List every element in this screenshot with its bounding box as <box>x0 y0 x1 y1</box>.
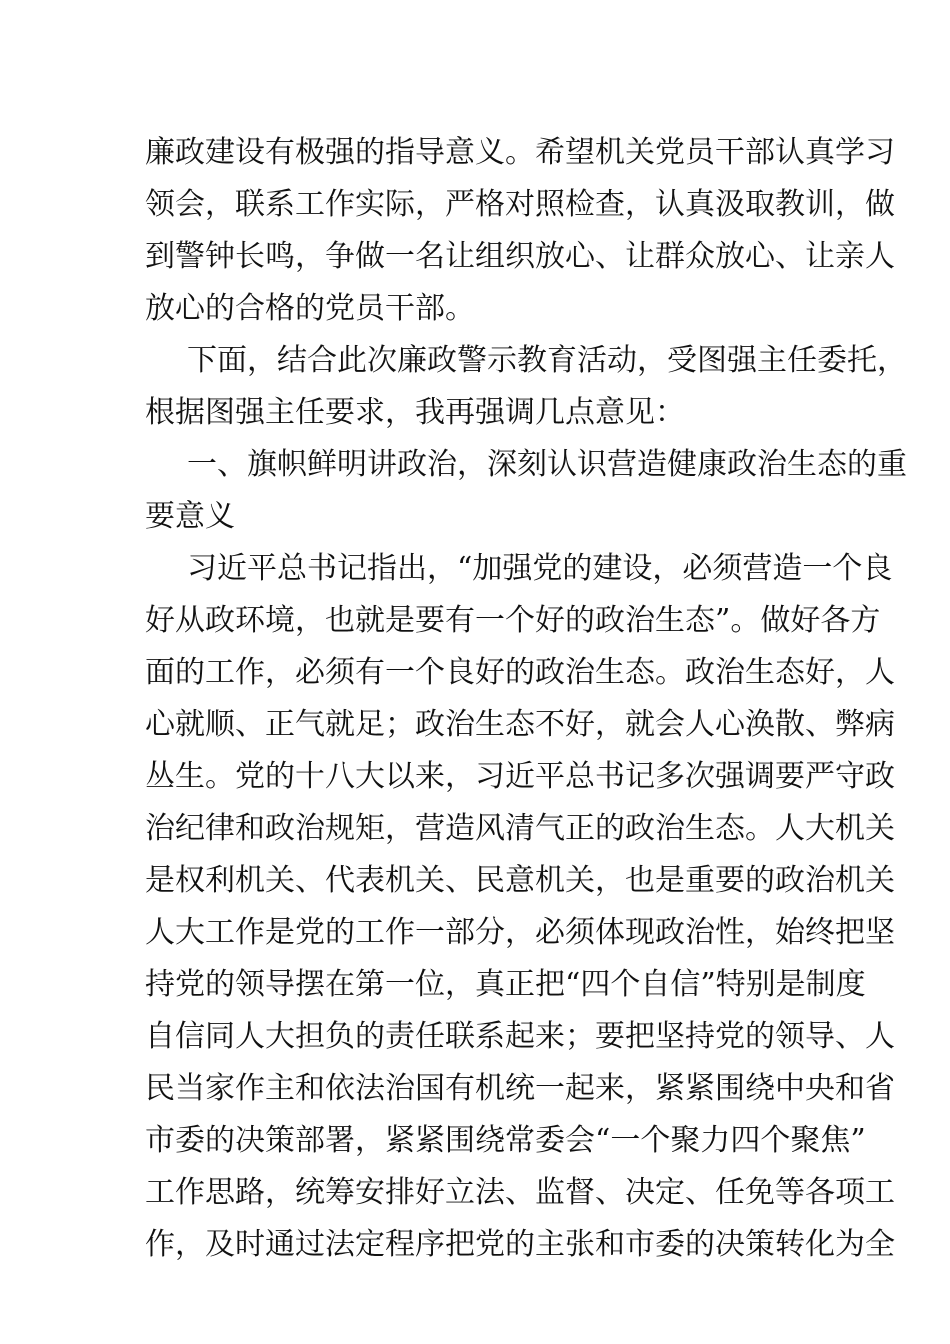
text-line: 自信同人大担负的责任联系起来；要把坚持党的领导、人 <box>145 1019 895 1054</box>
text-line: 好从政环境，也就是要有一个好的政治生态”。做好各方 <box>145 603 881 638</box>
text-line: 廉政建设有极强的指导意义。希望机关党员干部认真学习 <box>145 135 895 170</box>
text-line: 下面，结合此次廉政警示教育活动，受图强主任委托， <box>187 343 907 378</box>
text-line: 到警钟长鸣，争做一名让组织放心、让群众放心、让亲人 <box>145 239 895 274</box>
text-line: 工作思路，统筹安排好立法、监督、决定、任免等各项工 <box>145 1175 895 1210</box>
text-line: 民当家作主和依法治国有机统一起来，紧紧围绕中央和省 <box>145 1071 895 1106</box>
text-line: 是权利机关、代表机关、民意机关，也是重要的政治机关 <box>145 863 895 898</box>
text-line: 习近平总书记指出，“加强党的建设，必须营造一个良 <box>187 551 893 586</box>
text-line: 面的工作，必须有一个良好的政治生态。政治生态好，人 <box>145 655 895 690</box>
text-line: 心就顺、正气就足；政治生态不好，就会人心涣散、弊病 <box>145 707 895 742</box>
text-line: 人大工作是党的工作一部分，必须体现政治性，始终把坚 <box>145 915 895 950</box>
section-heading: 要意义 <box>145 499 235 534</box>
text-line: 放心的合格的党员干部。 <box>145 291 475 326</box>
text-line: 作，及时通过法定程序把党的主张和市委的决策转化为全 <box>145 1227 895 1262</box>
text-line: 领会，联系工作实际，严格对照检查，认真汲取教训，做 <box>145 187 895 222</box>
text-line: 根据图强主任要求，我再强调几点意见： <box>145 395 685 430</box>
text-line: 丛生。党的十八大以来，习近平总书记多次强调要严守政 <box>145 759 895 794</box>
text-line: 治纪律和政治规矩，营造风清气正的政治生态。人大机关 <box>145 811 895 846</box>
text-line: 持党的领导摆在第一位，真正把“四个自信”特别是制度 <box>145 967 866 1002</box>
section-heading: 一、旗帜鲜明讲政治，深刻认识营造健康政治生态的重 <box>187 447 907 482</box>
text-line: 市委的决策部署，紧紧围绕常委会“一个聚力四个聚焦” <box>145 1123 866 1158</box>
